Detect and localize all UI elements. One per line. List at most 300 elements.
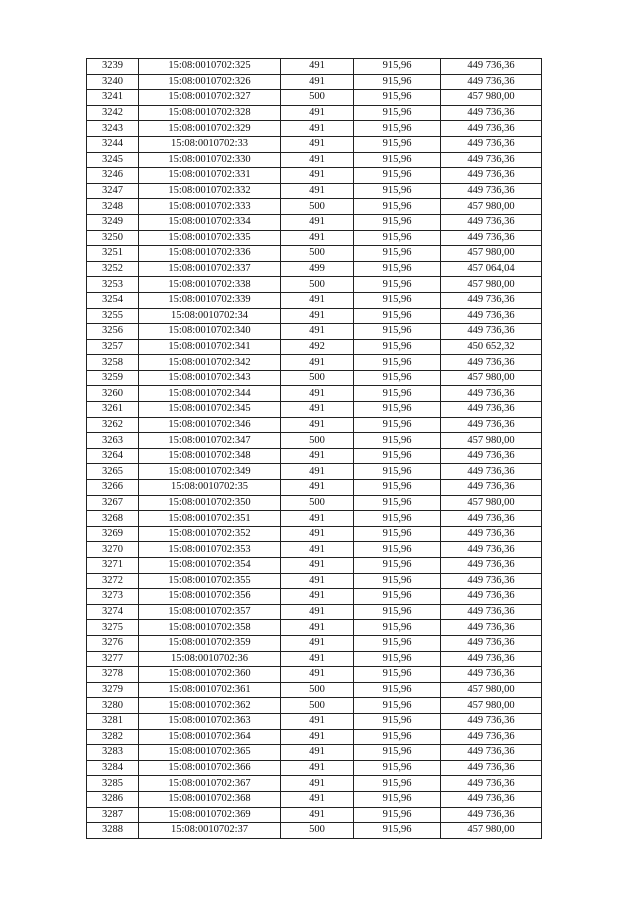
area-cell: 491 [281,59,354,75]
row-number-cell: 3287 [87,807,139,823]
row-number-cell: 3283 [87,745,139,761]
amount-cell: 449 736,36 [441,604,542,620]
amount-cell: 449 736,36 [441,386,542,402]
row-number-cell: 3286 [87,791,139,807]
amount-cell: 449 736,36 [441,402,542,418]
cadastral-number-cell: 15:08:0010702:346 [139,417,281,433]
rate-cell: 915,96 [354,745,441,761]
row-number-cell: 3259 [87,370,139,386]
amount-cell: 449 736,36 [441,526,542,542]
rate-cell: 915,96 [354,511,441,527]
row-number-cell: 3251 [87,246,139,262]
row-number-cell: 3261 [87,402,139,418]
area-cell: 491 [281,807,354,823]
rate-cell: 915,96 [354,292,441,308]
cadastral-number-cell: 15:08:0010702:360 [139,667,281,683]
row-number-cell: 3282 [87,729,139,745]
area-cell: 491 [281,74,354,90]
area-cell: 491 [281,152,354,168]
rate-cell: 915,96 [354,573,441,589]
area-cell: 500 [281,698,354,714]
area-cell: 491 [281,604,354,620]
cadastral-number-cell: 15:08:0010702:34 [139,308,281,324]
table-row [87,760,542,776]
cadastral-number-cell: 15:08:0010702:330 [139,152,281,168]
cadastral-number-cell: 15:08:0010702:343 [139,370,281,386]
cadastral-number-cell: 15:08:0010702:334 [139,214,281,230]
cadastral-number-cell: 15:08:0010702:333 [139,199,281,215]
area-cell: 500 [281,823,354,839]
area-cell: 491 [281,635,354,651]
table-row [87,246,542,262]
cadastral-number-cell: 15:08:0010702:365 [139,745,281,761]
cadastral-number-cell: 15:08:0010702:368 [139,791,281,807]
amount-cell: 449 736,36 [441,635,542,651]
area-cell: 500 [281,495,354,511]
rate-cell: 915,96 [354,261,441,277]
row-number-cell: 3277 [87,651,139,667]
cadastral-number-cell: 15:08:0010702:326 [139,74,281,90]
row-number-cell: 3258 [87,355,139,371]
rate-cell: 915,96 [354,589,441,605]
table-row [87,651,542,667]
area-cell: 491 [281,355,354,371]
row-number-cell: 3280 [87,698,139,714]
row-number-cell: 3273 [87,589,139,605]
rate-cell: 915,96 [354,277,441,293]
table-row [87,776,542,792]
table-row [87,589,542,605]
amount-cell: 449 736,36 [441,791,542,807]
cadastral-number-cell: 15:08:0010702:354 [139,558,281,574]
area-cell: 491 [281,573,354,589]
cadastral-number-cell: 15:08:0010702:328 [139,105,281,121]
cadastral-number-cell: 15:08:0010702:350 [139,495,281,511]
rate-cell: 915,96 [354,152,441,168]
row-number-cell: 3252 [87,261,139,277]
rate-cell: 915,96 [354,682,441,698]
table-row [87,136,542,152]
table-row [87,324,542,340]
rate-cell: 915,96 [354,791,441,807]
area-cell: 491 [281,760,354,776]
rate-cell: 915,96 [354,807,441,823]
table-row [87,277,542,293]
table-row [87,682,542,698]
area-cell: 491 [281,729,354,745]
area-cell: 491 [281,448,354,464]
cadastral-number-cell: 15:08:0010702:35 [139,480,281,496]
area-cell: 500 [281,433,354,449]
table-row [87,59,542,75]
area-cell: 491 [281,417,354,433]
cadastral-number-cell: 15:08:0010702:356 [139,589,281,605]
cadastral-number-cell: 15:08:0010702:355 [139,573,281,589]
area-cell: 491 [281,542,354,558]
cadastral-number-cell: 15:08:0010702:353 [139,542,281,558]
amount-cell: 449 736,36 [441,480,542,496]
row-number-cell: 3250 [87,230,139,246]
table-row [87,105,542,121]
table-row [87,152,542,168]
table-row [87,417,542,433]
amount-cell: 449 736,36 [441,417,542,433]
rate-cell: 915,96 [354,495,441,511]
rate-cell: 915,96 [354,105,441,121]
rate-cell: 915,96 [354,324,441,340]
table-row [87,573,542,589]
amount-cell: 449 736,36 [441,292,542,308]
row-number-cell: 3288 [87,823,139,839]
rate-cell: 915,96 [354,558,441,574]
row-number-cell: 3269 [87,526,139,542]
amount-cell: 449 736,36 [441,324,542,340]
rate-cell: 915,96 [354,620,441,636]
amount-cell: 449 736,36 [441,152,542,168]
row-number-cell: 3266 [87,480,139,496]
rate-cell: 915,96 [354,604,441,620]
area-cell: 500 [281,370,354,386]
row-number-cell: 3285 [87,776,139,792]
table-row [87,729,542,745]
amount-cell: 457 980,00 [441,823,542,839]
table-row [87,495,542,511]
rate-cell: 915,96 [354,339,441,355]
rate-cell: 915,96 [354,729,441,745]
cadastral-number-cell: 15:08:0010702:348 [139,448,281,464]
rate-cell: 915,96 [354,667,441,683]
table-row [87,480,542,496]
amount-cell: 449 736,36 [441,355,542,371]
amount-cell: 457 980,00 [441,370,542,386]
cadastral-number-cell: 15:08:0010702:33 [139,136,281,152]
area-cell: 491 [281,105,354,121]
table-row [87,292,542,308]
row-number-cell: 3272 [87,573,139,589]
row-number-cell: 3284 [87,760,139,776]
table-row [87,370,542,386]
table-row [87,464,542,480]
row-number-cell: 3241 [87,90,139,106]
amount-cell: 449 736,36 [441,121,542,137]
cadastral-table [86,58,542,839]
row-number-cell: 3254 [87,292,139,308]
rate-cell: 915,96 [354,355,441,371]
cadastral-number-cell: 15:08:0010702:369 [139,807,281,823]
table-row [87,261,542,277]
area-cell: 491 [281,168,354,184]
cadastral-number-cell: 15:08:0010702:367 [139,776,281,792]
amount-cell: 457 980,00 [441,199,542,215]
rate-cell: 915,96 [354,698,441,714]
area-cell: 491 [281,713,354,729]
cadastral-number-cell: 15:08:0010702:342 [139,355,281,371]
row-number-cell: 3268 [87,511,139,527]
amount-cell: 449 736,36 [441,105,542,121]
row-number-cell: 3247 [87,183,139,199]
rate-cell: 915,96 [354,464,441,480]
area-cell: 491 [281,667,354,683]
row-number-cell: 3279 [87,682,139,698]
area-cell: 500 [281,277,354,293]
rate-cell: 915,96 [354,183,441,199]
amount-cell: 457 980,00 [441,698,542,714]
amount-cell: 457 980,00 [441,246,542,262]
cadastral-number-cell: 15:08:0010702:366 [139,760,281,776]
area-cell: 491 [281,464,354,480]
table-row [87,168,542,184]
cadastral-number-cell: 15:08:0010702:36 [139,651,281,667]
table-row [87,542,542,558]
cadastral-number-cell: 15:08:0010702:335 [139,230,281,246]
table-row [87,713,542,729]
table-row [87,230,542,246]
table-row [87,448,542,464]
area-cell: 491 [281,324,354,340]
table-row [87,121,542,137]
amount-cell: 449 736,36 [441,448,542,464]
table-row [87,745,542,761]
amount-cell: 449 736,36 [441,74,542,90]
amount-cell: 449 736,36 [441,183,542,199]
area-cell: 491 [281,121,354,137]
amount-cell: 457 980,00 [441,277,542,293]
amount-cell: 457 980,00 [441,682,542,698]
rate-cell: 915,96 [354,480,441,496]
table-row [87,698,542,714]
row-number-cell: 3246 [87,168,139,184]
rate-cell: 915,96 [354,776,441,792]
rate-cell: 915,96 [354,713,441,729]
row-number-cell: 3270 [87,542,139,558]
cadastral-number-cell: 15:08:0010702:359 [139,635,281,651]
table-row [87,667,542,683]
amount-cell: 449 736,36 [441,214,542,230]
row-number-cell: 3244 [87,136,139,152]
amount-cell: 449 736,36 [441,713,542,729]
row-number-cell: 3249 [87,214,139,230]
amount-cell: 449 736,36 [441,136,542,152]
amount-cell: 450 652,32 [441,339,542,355]
row-number-cell: 3248 [87,199,139,215]
area-cell: 499 [281,261,354,277]
amount-cell: 449 736,36 [441,589,542,605]
area-cell: 491 [281,620,354,636]
area-cell: 500 [281,90,354,106]
cadastral-number-cell: 15:08:0010702:345 [139,402,281,418]
table-row [87,355,542,371]
row-number-cell: 3260 [87,386,139,402]
cadastral-number-cell: 15:08:0010702:325 [139,59,281,75]
row-number-cell: 3265 [87,464,139,480]
rate-cell: 915,96 [354,246,441,262]
cadastral-number-cell: 15:08:0010702:340 [139,324,281,340]
rate-cell: 915,96 [354,136,441,152]
row-number-cell: 3276 [87,635,139,651]
cadastral-number-cell: 15:08:0010702:362 [139,698,281,714]
rate-cell: 915,96 [354,635,441,651]
rate-cell: 915,96 [354,230,441,246]
cadastral-number-cell: 15:08:0010702:338 [139,277,281,293]
row-number-cell: 3257 [87,339,139,355]
cadastral-number-cell: 15:08:0010702:347 [139,433,281,449]
area-cell: 491 [281,292,354,308]
table-row [87,339,542,355]
rate-cell: 915,96 [354,59,441,75]
cadastral-number-cell: 15:08:0010702:337 [139,261,281,277]
row-number-cell: 3281 [87,713,139,729]
cadastral-number-cell: 15:08:0010702:352 [139,526,281,542]
area-cell: 491 [281,526,354,542]
cadastral-number-cell: 15:08:0010702:364 [139,729,281,745]
rate-cell: 915,96 [354,168,441,184]
rate-cell: 915,96 [354,760,441,776]
rate-cell: 915,96 [354,402,441,418]
cadastral-number-cell: 15:08:0010702:327 [139,90,281,106]
table-row [87,807,542,823]
table-row [87,620,542,636]
row-number-cell: 3278 [87,667,139,683]
rate-cell: 915,96 [354,417,441,433]
cadastral-number-cell: 15:08:0010702:336 [139,246,281,262]
table-row [87,308,542,324]
amount-cell: 449 736,36 [441,308,542,324]
row-number-cell: 3274 [87,604,139,620]
cadastral-number-cell: 15:08:0010702:37 [139,823,281,839]
cadastral-number-cell: 15:08:0010702:363 [139,713,281,729]
cadastral-number-cell: 15:08:0010702:339 [139,292,281,308]
row-number-cell: 3240 [87,74,139,90]
row-number-cell: 3255 [87,308,139,324]
table-row [87,604,542,620]
cadastral-number-cell: 15:08:0010702:332 [139,183,281,199]
table-row [87,199,542,215]
rate-cell: 915,96 [354,526,441,542]
row-number-cell: 3263 [87,433,139,449]
table-row [87,558,542,574]
area-cell: 500 [281,682,354,698]
amount-cell: 449 736,36 [441,230,542,246]
area-cell: 491 [281,386,354,402]
row-number-cell: 3262 [87,417,139,433]
amount-cell: 457 980,00 [441,90,542,106]
area-cell: 491 [281,589,354,605]
table-row [87,402,542,418]
cadastral-number-cell: 15:08:0010702:329 [139,121,281,137]
table-row [87,386,542,402]
table-row [87,635,542,651]
table-row [87,214,542,230]
area-cell: 491 [281,308,354,324]
area-cell: 491 [281,214,354,230]
amount-cell: 449 736,36 [441,729,542,745]
amount-cell: 457 980,00 [441,495,542,511]
rate-cell: 915,96 [354,823,441,839]
table-row [87,74,542,90]
amount-cell: 449 736,36 [441,542,542,558]
cadastral-number-cell: 15:08:0010702:331 [139,168,281,184]
row-number-cell: 3242 [87,105,139,121]
rate-cell: 915,96 [354,121,441,137]
area-cell: 491 [281,480,354,496]
row-number-cell: 3253 [87,277,139,293]
table-body [87,59,542,839]
amount-cell: 449 736,36 [441,464,542,480]
cadastral-number-cell: 15:08:0010702:351 [139,511,281,527]
amount-cell: 449 736,36 [441,573,542,589]
table-row [87,433,542,449]
row-number-cell: 3245 [87,152,139,168]
area-cell: 491 [281,183,354,199]
area-cell: 491 [281,791,354,807]
area-cell: 491 [281,402,354,418]
table-row [87,823,542,839]
rate-cell: 915,96 [354,308,441,324]
amount-cell: 449 736,36 [441,776,542,792]
area-cell: 492 [281,339,354,355]
rate-cell: 915,96 [354,651,441,667]
area-cell: 491 [281,230,354,246]
row-number-cell: 3256 [87,324,139,340]
area-cell: 491 [281,511,354,527]
row-number-cell: 3271 [87,558,139,574]
rate-cell: 915,96 [354,542,441,558]
rate-cell: 915,96 [354,448,441,464]
amount-cell: 449 736,36 [441,667,542,683]
row-number-cell: 3239 [87,59,139,75]
cadastral-number-cell: 15:08:0010702:344 [139,386,281,402]
cadastral-number-cell: 15:08:0010702:357 [139,604,281,620]
table-row [87,183,542,199]
cadastral-number-cell: 15:08:0010702:361 [139,682,281,698]
area-cell: 491 [281,136,354,152]
amount-cell: 449 736,36 [441,511,542,527]
rate-cell: 915,96 [354,433,441,449]
amount-cell: 457 980,00 [441,433,542,449]
cadastral-number-cell: 15:08:0010702:358 [139,620,281,636]
area-cell: 491 [281,651,354,667]
table-row [87,90,542,106]
rate-cell: 915,96 [354,386,441,402]
area-cell: 491 [281,776,354,792]
area-cell: 491 [281,558,354,574]
area-cell: 500 [281,199,354,215]
amount-cell: 449 736,36 [441,59,542,75]
amount-cell: 449 736,36 [441,745,542,761]
amount-cell: 449 736,36 [441,651,542,667]
table-row [87,511,542,527]
cadastral-number-cell: 15:08:0010702:341 [139,339,281,355]
row-number-cell: 3275 [87,620,139,636]
amount-cell: 449 736,36 [441,807,542,823]
area-cell: 491 [281,745,354,761]
rate-cell: 915,96 [354,90,441,106]
area-cell: 500 [281,246,354,262]
row-number-cell: 3267 [87,495,139,511]
amount-cell: 457 064,04 [441,261,542,277]
row-number-cell: 3264 [87,448,139,464]
amount-cell: 449 736,36 [441,620,542,636]
amount-cell: 449 736,36 [441,168,542,184]
rate-cell: 915,96 [354,370,441,386]
rate-cell: 915,96 [354,74,441,90]
rate-cell: 915,96 [354,214,441,230]
table-row [87,791,542,807]
amount-cell: 449 736,36 [441,760,542,776]
amount-cell: 449 736,36 [441,558,542,574]
table-row [87,526,542,542]
row-number-cell: 3243 [87,121,139,137]
